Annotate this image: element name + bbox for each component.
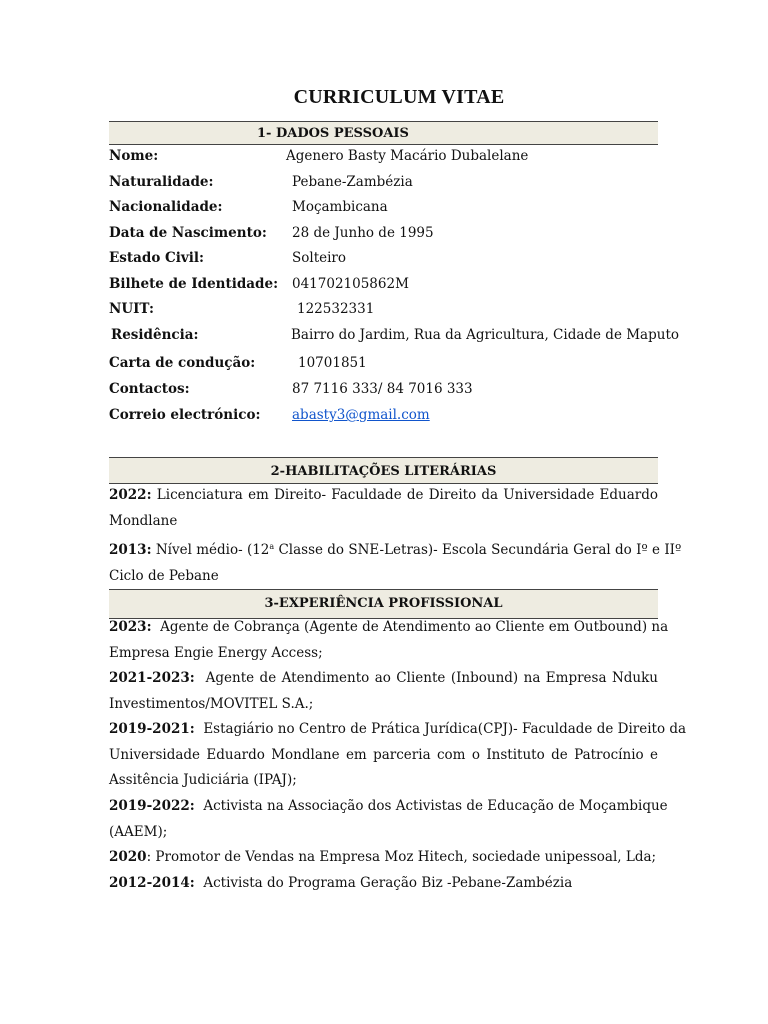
experience-text: : Promotor de Vendas na Empresa Moz Hitech, sociedade unipessoal, Lda; [146,849,657,865]
personal-value: Solteiro [292,250,347,266]
personal-row [109,299,669,319]
personal-row [109,325,679,345]
personal-value [292,405,430,425]
experience-item [109,717,687,794]
personal-label: Naturalidade: [109,174,214,190]
experience-text: Agente de Cobrança (Agente de Atendimento ao Cliente em Outbound) na [160,619,669,635]
experience-line [109,666,658,692]
education-text: Classe do SNE-Letras)- Escola Secundária Geral do Iº e IIº [274,542,682,558]
education-year: 2013: [109,542,152,558]
personal-label: Nacionalidade: [109,199,223,215]
personal-value: 87 7116 333/ 84 7016 333 [292,381,473,397]
personal-label: Carta de condução: [109,355,256,371]
education-item [109,483,658,534]
personal-row [109,197,669,217]
personal-value: 041702105862M [292,276,409,292]
personal-row [109,172,669,192]
personal-label: Data de Nascimento: [109,225,267,241]
experience-text: Agente de Atendimento ao Cliente (Inbound) na Empresa Nduku [205,670,658,686]
experience-line [109,871,658,897]
personal-row [109,405,669,425]
section-personal-title: 1- DADOS PESSOAIS [257,126,409,141]
personal-label: Residência: [111,327,199,343]
education-text: Licenciatura em Direito- Faculdade de Direito da Universidade Eduardo [156,487,658,503]
personal-label: Bilhete de Identidade: [109,276,279,292]
personal-row [109,146,669,166]
personal-label: Contactos: [109,381,190,397]
experience-year: 2023: [109,619,152,635]
experience-line [109,794,668,820]
document-title: CURRICULUM VITAE [293,86,505,108]
experience-item [109,871,658,897]
personal-value: 10701851 [298,355,367,371]
experience-item [109,845,658,871]
experience-text: Assitência Judiciária (IPAJ); [109,772,297,788]
experience-text: (AAEM); [109,823,168,840]
education-line: Mondlane [109,512,178,529]
section-experience-header: 3-EXPERIÊNCIA PROFISSIONAL [109,589,658,619]
personal-label: NUIT: [109,301,154,317]
experience-text: Investimentos/MOVITEL S.A.; [109,695,314,712]
section-education-header: 2-HABILITAÇÕES LITERÁRIAS [109,457,658,484]
education-year: 2022: [109,487,152,503]
education-line [109,534,682,564]
education-text: Nível médio- (12 [155,542,270,558]
experience-text: Estagiário no Centro de Prática Jurídica(CPJ)- Faculdade de Direito da [203,721,687,737]
experience-text: Universidade Eduardo Mondlane em parceria com o Instituto de Patrocínio e [109,746,658,763]
personal-value: 122532331 [297,301,375,317]
experience-item [109,666,658,717]
personal-row [109,223,669,243]
experience-year: 2020 [109,849,147,865]
education-line: Ciclo de Pebane [109,567,219,584]
personal-label: Nome: [109,148,159,164]
experience-text: Empresa Engie Energy Access; [109,644,323,661]
experience-line [109,743,658,769]
experience-text: Activista na Associação dos Activistas de Educação de Moçambique [203,798,668,814]
experience-item [109,615,669,666]
experience-item [109,794,668,845]
experience-line [109,692,658,718]
email-link[interactable]: abasty3@gmail.com [292,407,430,423]
experience-year: 2021-2023: [109,670,195,686]
personal-label: Correio electrónico: [109,407,261,423]
education-item [109,534,682,589]
personal-row [109,274,669,294]
experience-line [109,717,687,743]
section-personal-header [109,121,658,145]
experience-year: 2012-2014: [109,875,195,891]
experience-year: 2019-2021: [109,721,195,737]
personal-label: Estado Civil: [109,250,204,266]
education-superscript: a [269,542,275,551]
experience-year: 2019-2022: [109,798,195,814]
experience-line [109,615,669,641]
personal-value: 28 de Junho de 1995 [292,225,434,241]
experience-line [109,641,658,667]
experience-line [109,820,658,846]
personal-row [109,248,669,268]
personal-value: Pebane-Zambézia [292,174,413,190]
personal-row [109,379,669,399]
personal-value: Agenero Basty Macário Dubalelane [286,148,529,164]
experience-line [109,845,658,871]
personal-row [109,353,669,373]
experience-line [109,768,658,794]
education-line [109,483,658,509]
personal-value: Bairro do Jardim, Rua da Agricultura, Cidade de Maputo [291,327,679,343]
experience-text: Activista do Programa Geração Biz -Pebane-Zambézia [203,875,573,891]
personal-value: Moçambicana [292,199,388,215]
